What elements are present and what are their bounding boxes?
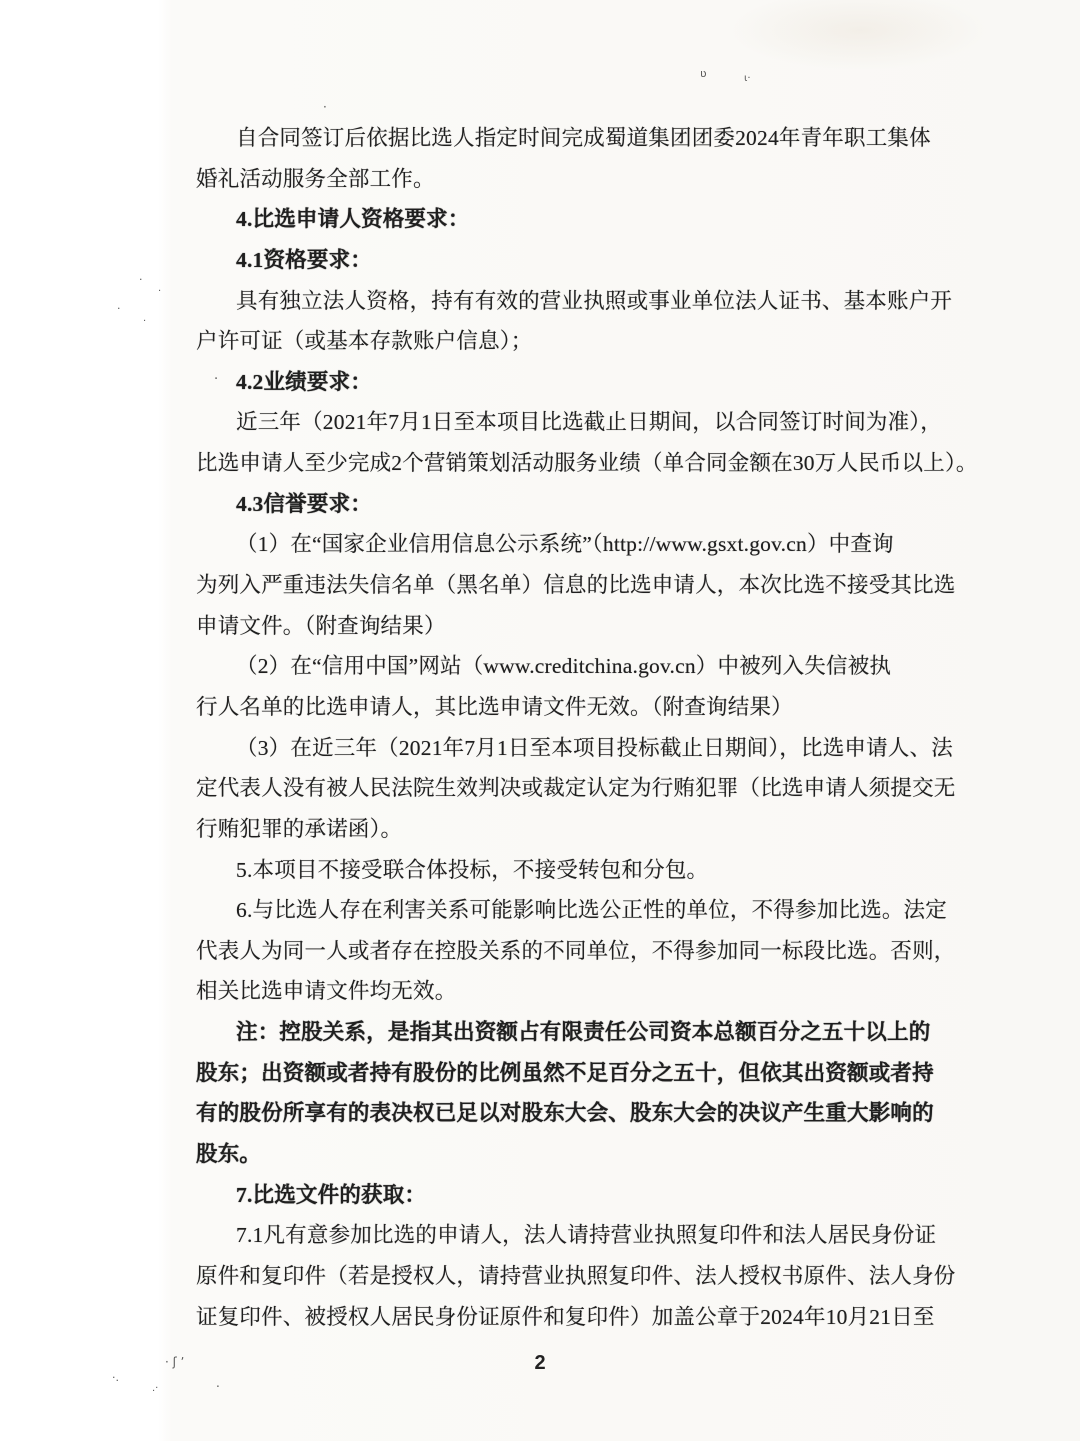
page-number: 2 (534, 1352, 546, 1374)
text-line: 为列入严重违法失信名单（黑名单）信息的比选申请人，本次比选不接受其比选 (196, 573, 956, 598)
document-lines (196, 118, 978, 1337)
text-line: 7.比选文件的获取： (236, 1182, 427, 1207)
text-line: 4.2业绩要求： (236, 369, 372, 394)
text-line: 代表人为同一人或者存在控股关系的不同单位，不得参加同一标段比选。否则， (196, 938, 956, 963)
text-line: 行贿犯罪的承诺函）。 (196, 816, 403, 841)
text-line: 5.本项目不接受联合体投标，不接受转包和分包。 (236, 857, 709, 882)
text-line: 6.与比选人存在利害关系可能影响比选公正性的单位，不得参加比选。法定 (236, 898, 947, 923)
text-line: 定代表人没有被人民法院生效判决或裁定认定为行贿犯罪（比选申请人须提交无 (196, 776, 956, 801)
scan-speck: . (216, 1376, 220, 1390)
text-line: （1）在“国家企业信用信息公示系统”（http://www.gsxt.gov.cn）中查询 (236, 532, 894, 557)
text-line: （2）在“信用中国”网站（www.creditchina.gov.cn）中被列入失信被执 (236, 654, 892, 679)
text-line: 7.1凡有意参加比选的申请人，法人请持营业执照复印件和法人居民身份证 (236, 1223, 937, 1248)
scan-speck: ι· (744, 73, 751, 84)
scan-speck: ʋ (700, 67, 707, 80)
scan-speck: · (139, 273, 143, 286)
text-line: 证复印件、被授权人居民身份证原件和复印件）加盖公章于2024年10月21日至 (196, 1304, 935, 1329)
scan-speck: . (214, 368, 219, 383)
scan-speck: · ʃ ʼ (165, 1355, 185, 1369)
text-line: 有的股份所享有的表决权已足以对股东大会、股东大会的决议产生重大影响的 (196, 1101, 934, 1126)
text-line: 申请文件。（附查询结果） (196, 613, 446, 638)
scan-smudge-artifact (730, 0, 990, 70)
scan-speck: .· (152, 1383, 159, 1394)
text-line: 自合同签订后依据比选人指定时间完成蜀道集团团委2024年青年职工集体 (236, 126, 931, 150)
text-line: 婚礼活动服务全部工作。 (196, 166, 435, 191)
text-line: 具有独立法人资格，持有有效的营业执照或事业单位法人证书、基本账户开 (236, 288, 953, 313)
text-line: 户许可证（或基本存款账户信息）； (196, 329, 533, 354)
text-line: 4.1资格要求： (236, 247, 372, 272)
text-line: 4.比选申请人资格要求： (236, 207, 470, 232)
text-line: （3）在近三年（2021年7月1日至本项目投标截止日期间），比选申请人、法 (236, 735, 953, 760)
scan-speck: · (323, 100, 327, 114)
text-line: 比选申请人至少完成2个营销策划活动服务业绩（单合同金额在30万人民币以上）。 (196, 451, 978, 476)
text-line: 近三年（2021年7月1日至本项目比选截止日期间，以合同签订时间为准）， (236, 410, 942, 435)
text-line: 原件和复印件（若是授权人，请持营业执照复印件、法人授权书原件、法人身份 (196, 1263, 956, 1288)
scan-speck: · (117, 302, 121, 315)
text-line: 股东；出资额或者持有股份的比例虽然不足百分之五十，但依其出资额或者持 (196, 1060, 934, 1085)
text-line: 注：控股关系，是指其出资额占有限责任公司资本总额百分之五十以上的 (236, 1020, 931, 1045)
scan-speck: · (143, 316, 147, 327)
text-line: 4.3信誉要求： (236, 491, 372, 516)
text-line: 股东。 (196, 1142, 262, 1167)
text-line: 相关比选申请文件均无效。 (196, 979, 457, 1004)
scan-speck: · (158, 286, 162, 297)
text-line: 行人名单的比选申请人，其比选申请文件无效。（附查询结果） (196, 694, 793, 719)
scan-speck: ·. (112, 1371, 119, 1384)
